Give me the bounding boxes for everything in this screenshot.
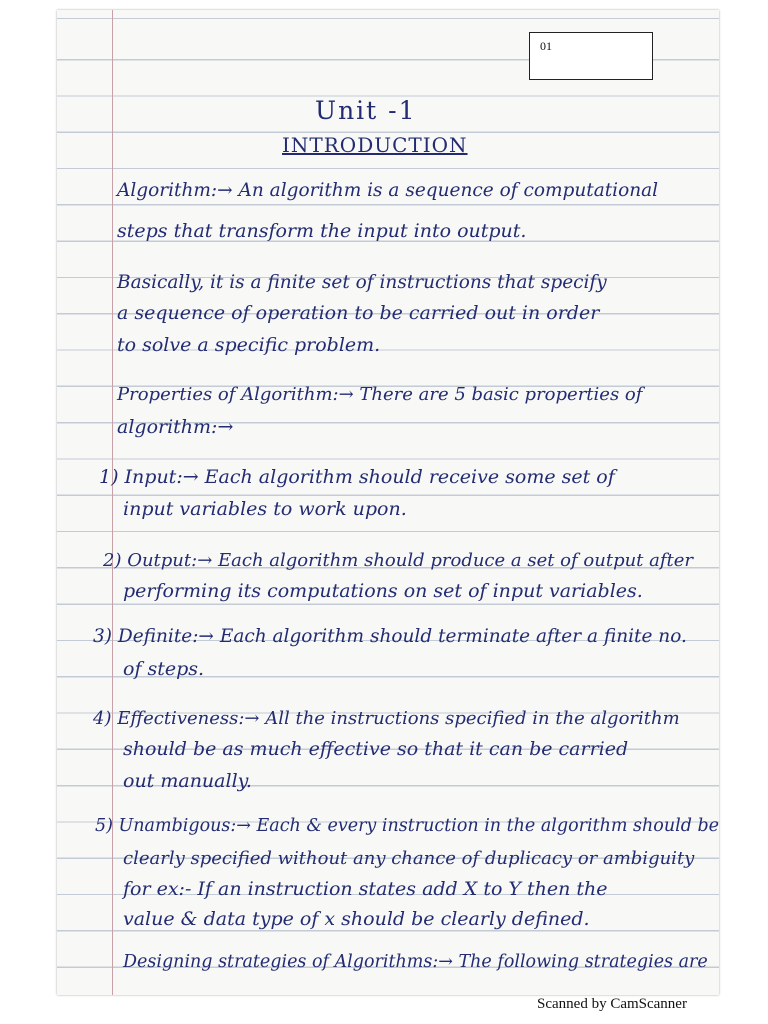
introduction-heading: INTRODUCTION: [282, 133, 468, 157]
note-line: should be as much effective so that it can be carried: [123, 738, 629, 760]
unit-heading: Unit -1: [315, 96, 417, 125]
margin-line: [112, 10, 113, 995]
note-line: 3) Definite:→ Each algorithm should terminate after a finite no.: [93, 626, 687, 647]
page-number: 01: [540, 39, 552, 53]
notebook-page: [57, 10, 719, 995]
note-line: input variables to work upon.: [123, 498, 407, 520]
scanner-watermark: Scanned by CamScanner: [537, 996, 687, 1012]
note-line: steps that transform the input into output.: [117, 220, 527, 242]
note-line: Basically, it is a finite set of instructions that specify: [117, 272, 607, 293]
note-line: 5) Unambigous:→ Each & every instruction in the algorithm should be: [95, 816, 719, 836]
note-line: 4) Effectiveness:→ All the instructions specified in the algorithm: [93, 708, 680, 729]
note-line: for ex:- If an instruction states add X to Y then the: [123, 878, 608, 900]
note-line: of steps.: [123, 658, 205, 680]
note-line: 1) Input:→ Each algorithm should receive some set of: [99, 466, 615, 488]
note-line: value & data type of x should be clearly defined.: [123, 908, 590, 930]
note-line: to solve a specific problem.: [117, 334, 381, 356]
note-line: out manually.: [123, 770, 252, 792]
note-line: performing its computations on set of input variables.: [123, 580, 643, 602]
note-line: Algorithm:→ An algorithm is a sequence of computational: [117, 180, 659, 201]
note-line: clearly specified without any chance of duplicacy or ambiguity: [123, 848, 695, 869]
note-line: a sequence of operation to be carried out in order: [117, 302, 600, 324]
page-number-box: [529, 32, 653, 80]
note-line: Properties of Algorithm:→ There are 5 basic properties of: [117, 384, 643, 405]
note-line: 2) Output:→ Each algorithm should produce a set of output after: [103, 550, 694, 571]
note-line: Designing strategies of Algorithms:→ The following strategies are: [123, 952, 708, 972]
note-line: algorithm:→: [117, 416, 234, 438]
